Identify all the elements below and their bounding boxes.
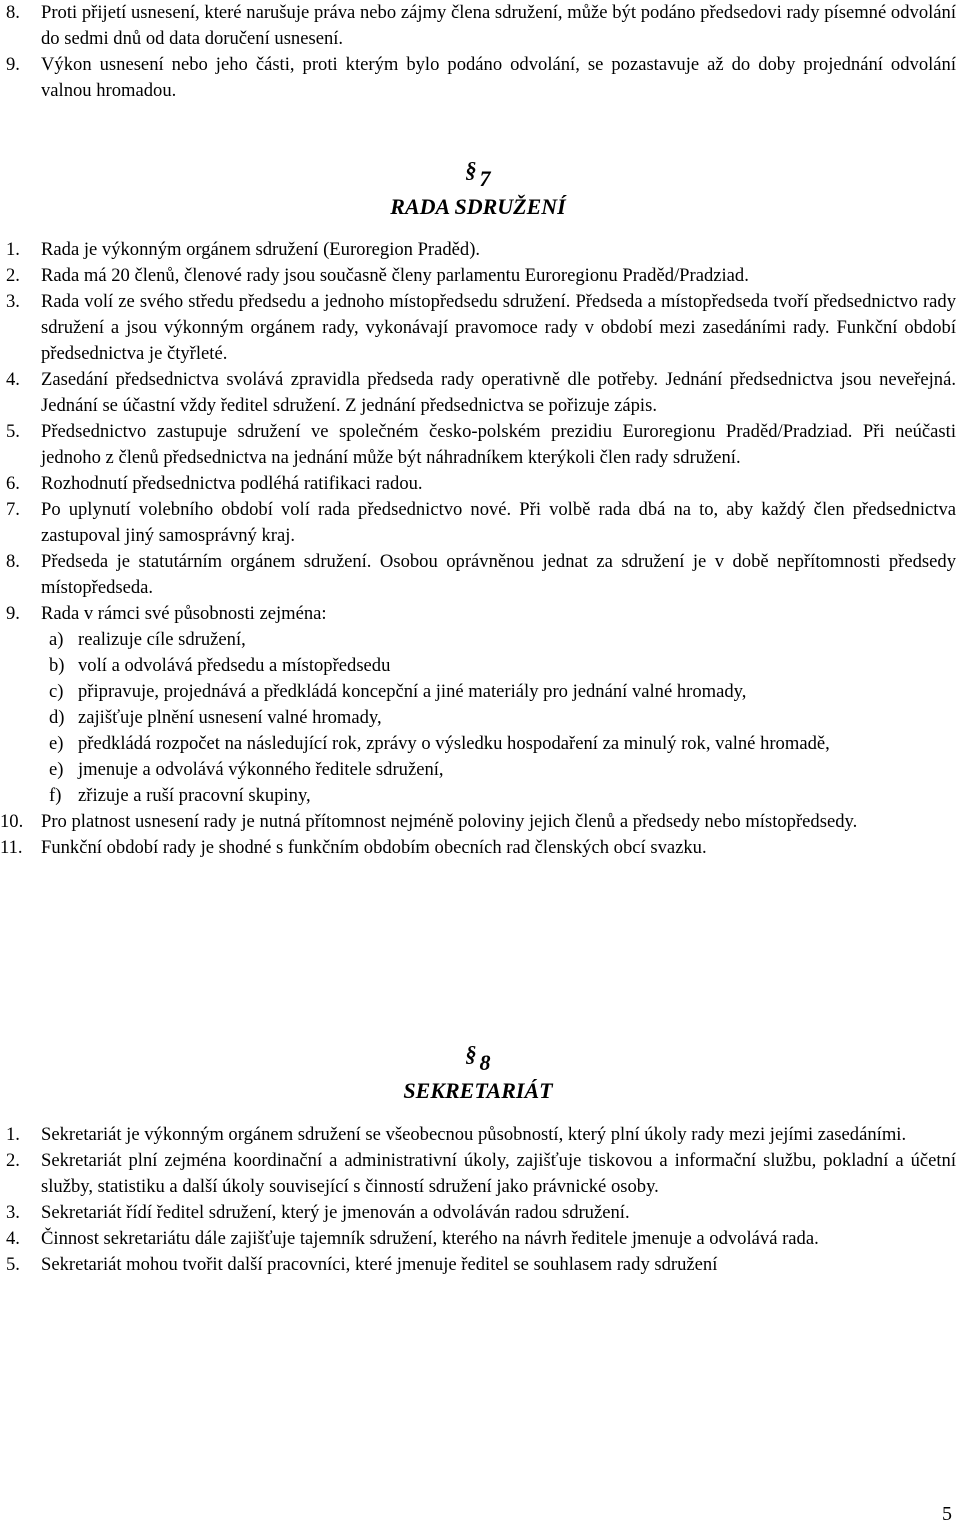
section-title: RADA SDRUŽENÍ (390, 194, 566, 219)
list-item (0, 263, 956, 289)
list-item (0, 419, 956, 471)
item-text: Proti přijetí usnesení, které narušuje práva nebo zájmy člena sdružení, může být podáno předsedovi rady písemné odvolání do sedmi dnů od data doručení usnesení. (41, 2, 956, 49)
list-item (0, 52, 956, 104)
sub-list-item (0, 731, 956, 757)
item-number: 2. (6, 265, 20, 286)
item-number: 4. (6, 1228, 20, 1249)
list-item (0, 367, 956, 419)
paragraph-sign: § (465, 157, 477, 182)
item-text: Činnost sekretariátu dále zajišťuje tajemník sdružení, kterého na návrh ředitele jmenuje a odvolává rada. (41, 1228, 819, 1249)
list-item (0, 497, 956, 549)
sub-list-item (0, 627, 956, 653)
item-number: 1. (6, 1124, 20, 1145)
list-item (0, 1200, 956, 1226)
item-text: Zasedání předsednictva svolává zpravidla předseda rady operativně dle potřeby. Jednání předsednictva jsou neveřejná. Jednání se účastní vždy ředitel sdružení. Z jednání předsednictva se pořizuje zápis. (41, 369, 956, 416)
item-number: 6. (6, 473, 20, 494)
sub-item-text: zřizuje a ruší pracovní skupiny, (78, 785, 311, 806)
sub-item-letter: e) (49, 733, 64, 754)
sub-item-letter: d) (49, 707, 65, 728)
list-item (0, 835, 956, 861)
sub-item-letter: b) (49, 655, 65, 676)
item-number: 11. (0, 837, 23, 858)
item-number: 1. (6, 239, 20, 260)
item-text: Rada je výkonným orgánem sdružení (Euroregion Praděd). (41, 239, 481, 260)
list-item (0, 0, 956, 52)
item-text: Sekretariát řídí ředitel sdružení, který je jmenován a odvoláván radou sdružení. (41, 1202, 630, 1223)
item-text: Rada volí ze svého středu předsedu a jednoho místopředsedu sdružení. Předseda a místopředseda tvoří předsednictvo rady sdružení a jsou výkonným orgánem rady, vykonávají pravomoce rady v období mezi zasedáními rady. Funkční období předsednictva je čtyřleté. (41, 291, 956, 364)
item-text: Sekretariát mohou tvořit další pracovníci, které jmenuje ředitel se souhlasem rady sdružení (41, 1254, 718, 1275)
sub-item-text: volí a odvolává předsedu a místopředsedu (78, 655, 391, 676)
item-text: Předseda je statutárním orgánem sdružení. Osobou oprávněnou jednat za sdružení je v době nepřítomnosti předsedy místopředseda. (41, 551, 956, 598)
list-item (0, 1226, 956, 1252)
list-item (0, 809, 956, 835)
sub-item-letter: f) (49, 785, 62, 806)
sub-list-item (0, 653, 956, 679)
item-number: 3. (6, 1202, 20, 1223)
sub-item-letter: c) (49, 681, 64, 702)
item-number: 5. (6, 1254, 20, 1275)
item-number: 9. (6, 603, 20, 624)
list-item (0, 601, 956, 627)
paragraph-sign: § (465, 1041, 477, 1066)
item-number: 10. (0, 811, 24, 832)
item-number: 9. (6, 54, 20, 75)
item-text: Rada má 20 členů, členové rady jsou současně členy parlamentu Euroregionu Praděd/Pradziad. (41, 265, 749, 286)
sub-item-text: připravuje, projednává a předkládá koncepční a jiné materiály pro jednání valné hromady, (78, 681, 747, 702)
item-number: 3. (6, 291, 20, 312)
list-item (0, 549, 956, 601)
item-number: 7. (6, 499, 20, 520)
sub-item-text: realizuje cíle sdružení, (78, 629, 246, 650)
sub-list-item (0, 679, 956, 705)
item-text: Rada v rámci své působnosti zejména: (41, 603, 327, 624)
item-text: Funkční období rady je shodné s funkčním obdobím obecních rad členských obcí svazku. (41, 837, 707, 858)
sub-item-text: jmenuje a odvolává výkonného ředitele sdružení, (78, 759, 444, 780)
sub-item-text: předkládá rozpočet na následující rok, zprávy o výsledku hospodaření za minulý rok, valné hromadě, (78, 733, 830, 754)
list-item (0, 1252, 956, 1278)
item-text: Po uplynutí volebního období volí rada předsednictvo nové. Při volbě rada dbá na to, aby každý člen předsednictva zastupoval jiný samosprávný kraj. (41, 499, 956, 546)
section-8-items (0, 1122, 956, 1278)
item-text: Sekretariát je výkonným orgánem sdružení se všeobecnou působností, který plní úkoly rady mezi jejími zasedáními. (41, 1124, 907, 1145)
item-text: Rozhodnutí předsednictva podléhá ratifikaci radou. (41, 473, 423, 494)
section-7-heading (0, 156, 956, 221)
list-item (0, 1148, 956, 1200)
sub-list-item (0, 783, 956, 809)
top-items-list (0, 0, 956, 104)
sub-list-item (0, 757, 956, 783)
sub-item-text: zajišťuje plnění usnesení valné hromady, (78, 707, 382, 728)
item-text: Pro platnost usnesení rady je nutná přítomnost nejméně poloviny jejich členů a předsedy nebo místopředsedy. (41, 811, 858, 832)
section-title: SEKRETARIÁT (403, 1078, 553, 1103)
item-text: Výkon usnesení nebo jeho části, proti kterým bylo podáno odvolání, se pozastavuje až do doby projednání odvolání valnou hromadou. (41, 54, 956, 101)
section-8-heading (0, 1040, 956, 1105)
list-item (0, 1122, 956, 1148)
item-number: 8. (6, 551, 20, 572)
item-text: Sekretariát plní zejména koordinační a administrativní úkoly, zajišťuje tiskovou a informační službu, pokladní a účetní služby, statistiku a další úkoly související s činností sdružení jako právnické osoby. (41, 1150, 956, 1197)
sub-list-item (0, 705, 956, 731)
section-7-items (0, 237, 956, 861)
item-number: 2. (6, 1150, 20, 1171)
item-number: 5. (6, 421, 20, 442)
sub-item-letter: e) (49, 759, 64, 780)
sub-item-letter: a) (49, 629, 64, 650)
section-number: § 8 (465, 1041, 491, 1075)
section-number: § 7 (465, 157, 491, 191)
item-number: 4. (6, 369, 20, 390)
list-item (0, 471, 956, 497)
list-item (0, 237, 956, 263)
item-text: Předsednictvo zastupuje sdružení ve společném česko-polském prezidiu Euroregionu Praděd/Pradziad. Při neúčasti jednoho z členů předsednictva na jednání může být náhradníkem kterýkoli člen rady sdružení. (41, 421, 956, 468)
list-item (0, 289, 956, 367)
page-number: 5 (942, 1503, 952, 1525)
item-number: 8. (6, 2, 20, 23)
